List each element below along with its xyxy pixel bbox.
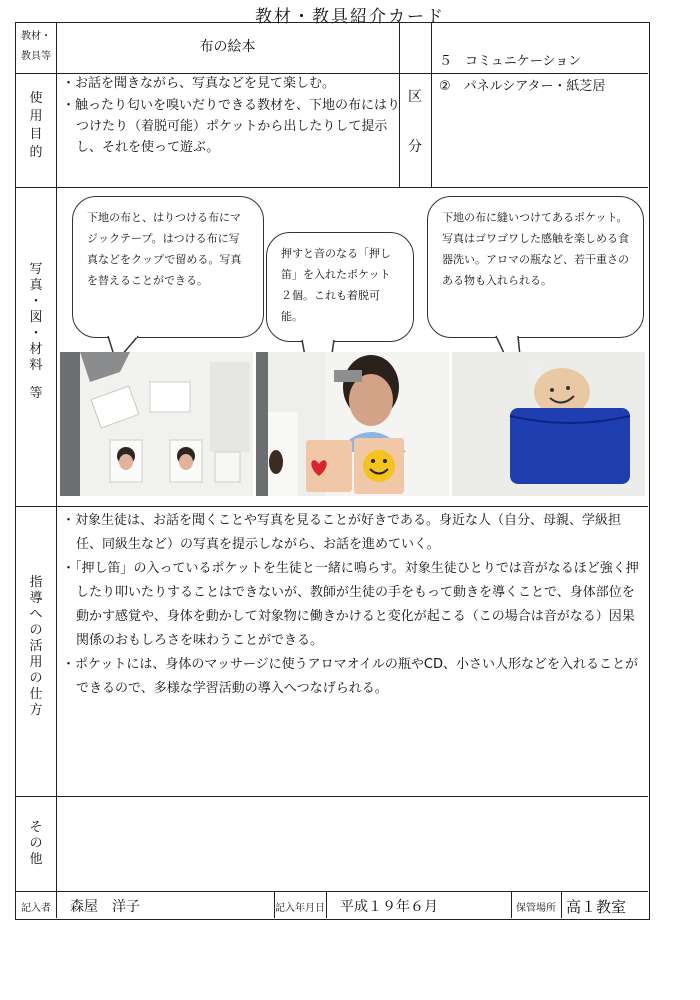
guidance-item: ・ポケットには、身体のマッサージに使うアロマオイルの瓶やCD、小さい人形などを入れることができるので、多様な学習活動の導入へつなげられる。 — [62, 657, 639, 696]
photos-label: 写 真 ・ 図 ・ 材 料 等 — [29, 262, 43, 401]
author-name: 森屋 洋子 — [70, 899, 140, 915]
speech-bubble: 下地の布に縫いつけてあるポケット。写真はゴワゴワした感触を楽しめる食器洗い。アロマの瓶など、若干重さのある物も入れられる。 — [427, 196, 644, 338]
author-label: 記入者 — [21, 903, 51, 914]
entry-date: 平成１９年６月 — [340, 899, 438, 915]
speech-bubble: 下地の布と、はりつける布にマジックテープ。はつける布に写真などをクップで留める。写真を替えることができる。 — [72, 196, 264, 338]
guidance-item: ・対象生徒は、お話を聞くことや写真を見ることが好きである。身近な人（自分、母親、学級担任、同級生など）の写真を提示しながら、お話を進めていく。 — [62, 513, 622, 552]
photo-graphic — [452, 352, 645, 496]
photo-blue-pocket — [452, 352, 645, 496]
storage-location: 高１教室 — [566, 898, 627, 916]
date-label: 記入年月日 — [275, 903, 325, 914]
purpose-item: ・触ったり匂いを嗅いだりできる教材を、下地の布にはりつけたり（着脱可能）ポケットから出したりして提示し、それを使って遊ぶ。 — [62, 98, 401, 155]
division-item: ② パネルシアター・紙芝居 — [439, 79, 606, 94]
card-title: 教材・教具紹介カード — [255, 7, 445, 27]
other-label: そ の 他 — [29, 820, 43, 867]
purpose-label: 使 用 目 的 — [29, 91, 43, 160]
material-name: 布の絵本 — [199, 39, 256, 55]
guidance-label: 指 導 へ の 活 用 の 仕 方 — [29, 575, 43, 718]
division-item: ５ コミュニケーション — [439, 54, 582, 69]
division-label: 区 分 — [408, 89, 422, 155]
photo-fabric-with-faces — [60, 352, 253, 496]
category-label: 教材・ 教具等 — [21, 31, 51, 62]
speech-bubble: 押すと音のなる「押し笛」を入れたポケット２個。これも着脱可能。 — [266, 232, 414, 342]
smiley-icon — [363, 450, 395, 482]
storage-label: 保管場所 — [516, 903, 556, 914]
photo-whistle-pockets — [256, 352, 449, 496]
photo-graphic — [60, 352, 253, 496]
purpose-item: ・お話を聞きながら、写真などを見て楽しむ。 — [62, 76, 336, 91]
photo-graphic — [256, 352, 449, 496]
guidance-item: ・「押し笛」の入っているポケットを生徒と一緒に鳴らす。対象生徒ひとりでは音がなるほど強く押したり叩いたりすることはできないが、教師が生徒の手をもって動きを導くことで、身体部位を動かす感覚や、身体を動かして対象物に働きかけると変化が起こる（この場合は音がなる）因果関係のおもしろさを味わうことができる。 — [62, 561, 639, 648]
guidance-text — [62, 509, 646, 701]
other-content — [62, 800, 646, 890]
